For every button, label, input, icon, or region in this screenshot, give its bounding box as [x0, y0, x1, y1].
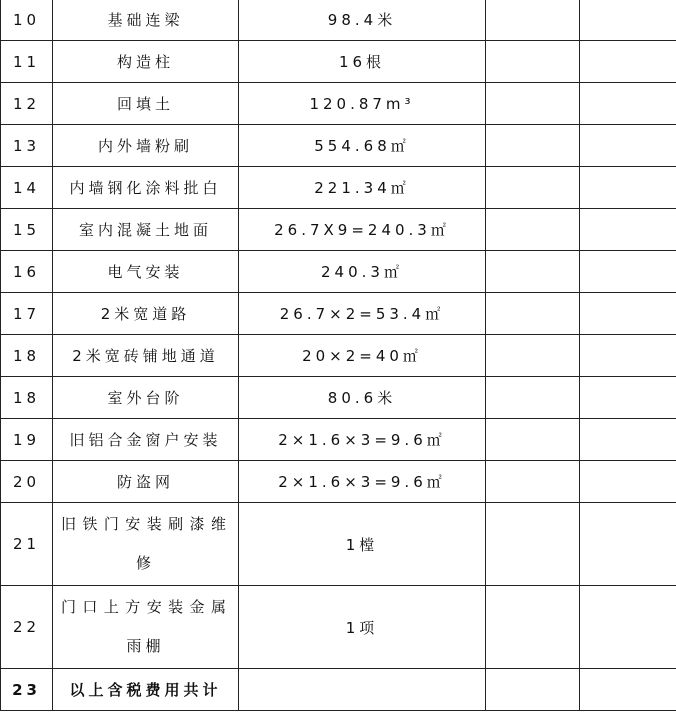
item-quantity: 554.68㎡	[239, 125, 486, 167]
empty-cell	[580, 293, 676, 335]
row-number: 18	[1, 377, 53, 419]
item-quantity: 120.87m³	[239, 83, 486, 125]
table-row	[1, 293, 676, 335]
item-quantity: 221.34㎡	[239, 167, 486, 209]
empty-cell	[486, 335, 580, 377]
item-quantity: 26.7×2=53.4㎡	[239, 293, 486, 335]
item-name: 基础连梁	[53, 0, 239, 41]
item-name: 室外台阶	[53, 377, 239, 419]
empty-cell	[486, 83, 580, 125]
table-row	[1, 0, 676, 41]
empty-cell	[486, 669, 580, 711]
row-number: 12	[1, 83, 53, 125]
table-row	[1, 167, 676, 209]
empty-cell	[580, 461, 676, 503]
empty-cell	[486, 503, 580, 586]
empty-cell	[580, 586, 676, 669]
item-quantity: 98.4米	[239, 0, 486, 41]
item-name: 门口上方安装金属雨棚	[53, 586, 239, 669]
empty-cell	[580, 209, 676, 251]
item-name: 旧铁门安装刷漆维修	[53, 503, 239, 586]
item-quantity: 16根	[239, 41, 486, 83]
item-quantity: 26.7X9=240.3㎡	[239, 209, 486, 251]
row-number: 22	[1, 586, 53, 669]
row-number: 14	[1, 167, 53, 209]
empty-cell	[486, 586, 580, 669]
row-number: 18	[1, 335, 53, 377]
empty-cell	[580, 419, 676, 461]
row-number: 23	[1, 669, 53, 711]
empty-cell	[486, 419, 580, 461]
table-row	[1, 83, 676, 125]
empty-cell	[580, 377, 676, 419]
item-name: 回填土	[53, 83, 239, 125]
total-row	[1, 669, 676, 711]
item-name: 2米宽砖铺地通道	[53, 335, 239, 377]
item-quantity: 20×2=40㎡	[239, 335, 486, 377]
empty-cell	[580, 335, 676, 377]
empty-cell	[580, 125, 676, 167]
item-quantity	[239, 669, 486, 711]
table-row	[1, 41, 676, 83]
empty-cell	[486, 41, 580, 83]
row-number: 19	[1, 419, 53, 461]
table-row	[1, 209, 676, 251]
table-row	[1, 335, 676, 377]
empty-cell	[580, 167, 676, 209]
empty-cell	[486, 209, 580, 251]
item-name: 内外墙粉刷	[53, 125, 239, 167]
row-number: 17	[1, 293, 53, 335]
empty-cell	[486, 251, 580, 293]
table-row	[1, 377, 676, 419]
empty-cell	[486, 125, 580, 167]
row-number: 10	[1, 0, 53, 41]
empty-cell	[580, 0, 676, 41]
item-name: 旧铝合金窗户安装	[53, 419, 239, 461]
total-label: 以上含税费用共计	[53, 669, 239, 711]
item-quantity: 1樘	[239, 503, 486, 586]
empty-cell	[580, 41, 676, 83]
empty-cell	[580, 669, 676, 711]
row-number: 11	[1, 41, 53, 83]
empty-cell	[486, 293, 580, 335]
table-row	[1, 125, 676, 167]
item-name: 防盗网	[53, 461, 239, 503]
item-name: 2米宽道路	[53, 293, 239, 335]
table-row	[1, 503, 676, 586]
empty-cell	[580, 251, 676, 293]
empty-cell	[580, 503, 676, 586]
item-quantity: 2×1.6×3=9.6㎡	[239, 419, 486, 461]
empty-cell	[486, 377, 580, 419]
row-number: 20	[1, 461, 53, 503]
item-name: 电气安装	[53, 251, 239, 293]
empty-cell	[486, 167, 580, 209]
row-number: 15	[1, 209, 53, 251]
table-row	[1, 461, 676, 503]
table-row	[1, 251, 676, 293]
item-name: 构造柱	[53, 41, 239, 83]
item-quantity: 240.3㎡	[239, 251, 486, 293]
row-number: 16	[1, 251, 53, 293]
item-name: 室内混凝土地面	[53, 209, 239, 251]
row-number: 21	[1, 503, 53, 586]
item-quantity: 80.6米	[239, 377, 486, 419]
item-quantity: 1项	[239, 586, 486, 669]
item-quantity: 2×1.6×3=9.6㎡	[239, 461, 486, 503]
table-row	[1, 419, 676, 461]
empty-cell	[580, 83, 676, 125]
empty-cell	[486, 461, 580, 503]
empty-cell	[486, 0, 580, 41]
table-row	[1, 586, 676, 669]
item-name: 内墙钢化涂料批白	[53, 167, 239, 209]
row-number: 13	[1, 125, 53, 167]
